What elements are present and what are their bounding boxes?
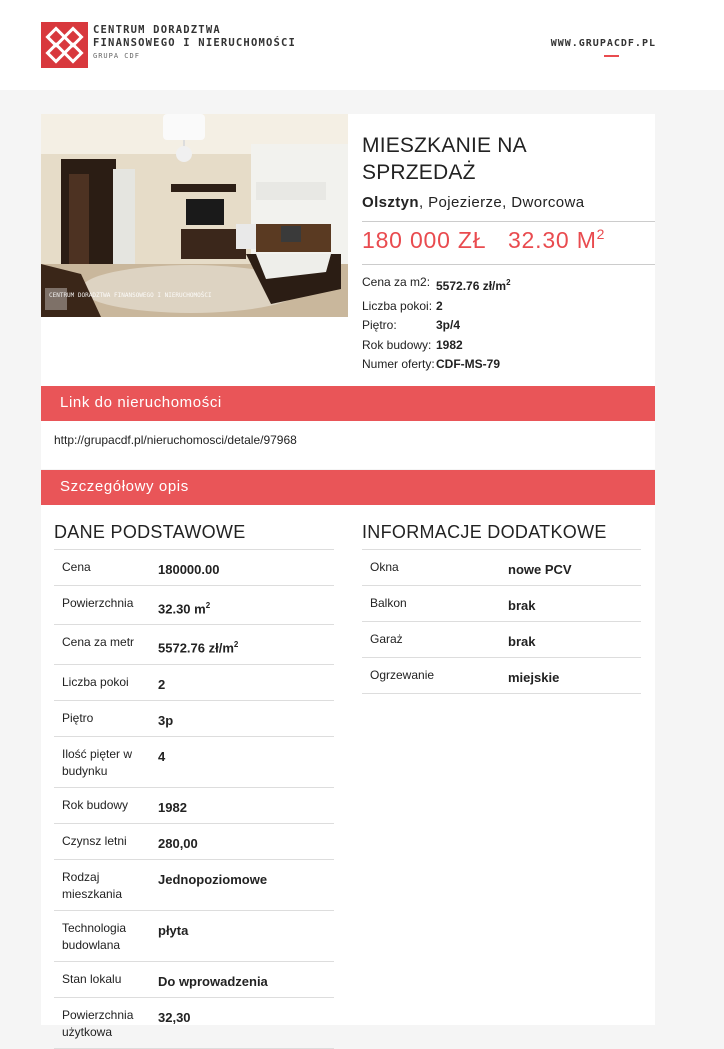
listing-price: 180 000 ZŁ <box>362 227 487 253</box>
summary-row <box>362 316 511 336</box>
extra-info-title: INFORMACJE DODATKOWE <box>362 505 641 550</box>
extra-info-table <box>362 505 641 694</box>
table-row <box>54 586 334 625</box>
row-label: Powierzchnia <box>62 596 134 610</box>
summary-params <box>362 273 511 375</box>
table-row <box>54 665 334 701</box>
row-value: Jednopoziomowe <box>158 871 268 887</box>
summary-label: Rok budowy: <box>362 337 432 352</box>
table-row <box>54 625 334 664</box>
listing-location <box>362 194 585 211</box>
logo-line-1: CENTRUM DORADZTWA <box>93 24 221 36</box>
details-section-heading: Szczegółowy opis <box>41 470 655 505</box>
row-value: Do wprowadzenia <box>158 973 268 989</box>
summary-label: Liczba pokoi: <box>362 298 433 313</box>
row-label: Rok budowy <box>62 797 129 812</box>
table-row <box>54 824 334 860</box>
summary-label: Piętro: <box>362 318 397 332</box>
table-row <box>362 622 641 658</box>
table-row <box>54 911 334 962</box>
row-label: Powierzchnia użytkowa <box>62 1007 134 1039</box>
location-details: , Pojezierze, Dworcowa <box>418 194 585 211</box>
row-label: Czynsz letni <box>62 833 127 848</box>
row-label: Liczba pokoi <box>62 674 129 689</box>
basic-info-title: DANE PODSTAWOWE <box>54 505 334 550</box>
row-label: Garaż <box>370 632 403 646</box>
row-label: Cena za metr <box>62 635 135 650</box>
logo-line-3: GRUPA CDF <box>93 52 140 60</box>
row-label: Ogrzewanie <box>370 668 435 682</box>
table-row <box>54 701 334 737</box>
summary-value: 2 <box>436 298 443 313</box>
table-row <box>54 788 334 824</box>
row-label: Piętro <box>62 710 94 725</box>
row-label: Rodzaj mieszkania <box>62 869 123 901</box>
table-row <box>54 998 334 1049</box>
row-value: 32.30 $m^2$ <box>158 601 211 617</box>
listing-area-unit: 2 <box>596 226 606 242</box>
listing-area: 32.30 M <box>507 227 597 253</box>
property-photo[interactable] <box>41 114 348 317</box>
row-value: 3p <box>158 712 174 728</box>
photo-watermark: CENTRUM DORADZTWA FINANSOWEGO I NIERUCHOMOŚCI <box>49 292 212 299</box>
basic-info-table <box>54 505 334 1049</box>
summary-label: Cena za m2: <box>362 275 431 289</box>
row-value: nowe PCV <box>508 562 572 577</box>
page-header <box>0 0 724 90</box>
table-row <box>54 860 334 911</box>
row-label: Ilość pięter w budynku <box>62 746 133 778</box>
site-url-link[interactable]: WWW.GRUPACDF.PL <box>550 38 656 49</box>
listing-card <box>41 114 655 1039</box>
row-value: brak <box>508 598 536 613</box>
logo-icon <box>41 22 88 68</box>
summary-row <box>362 297 511 317</box>
row-value: 1982 <box>158 799 187 815</box>
row-label: Okna <box>370 560 399 574</box>
site-url-underline <box>604 55 619 57</box>
summary-row <box>362 336 511 356</box>
summary-row <box>362 355 511 375</box>
table-row <box>362 550 641 586</box>
summary-row <box>362 273 511 297</box>
details-columns <box>41 505 655 1039</box>
table-row <box>54 962 334 998</box>
row-value: miejskie <box>508 670 560 685</box>
table-row <box>362 658 641 694</box>
row-value: 4 <box>158 748 166 764</box>
price-area <box>362 226 605 254</box>
summary-label: Numer oferty: <box>362 357 435 371</box>
divider <box>362 264 655 265</box>
row-label: Stan lokalu <box>62 971 122 986</box>
summary-value: 3p/4 <box>436 318 461 332</box>
row-label: Balkon <box>370 596 407 610</box>
row-label: Cena <box>62 560 91 574</box>
table-row <box>54 737 334 788</box>
summary-value: 1982 <box>436 337 463 352</box>
logo-line-2: FINANSOWEGO I NIERUCHOMOŚCI <box>93 37 297 49</box>
row-value: 280,00 <box>158 835 198 851</box>
row-value: brak <box>508 634 536 649</box>
table-row <box>362 586 641 622</box>
table-row <box>54 550 334 586</box>
property-link[interactable]: http://grupacdf.pl/nieruchomosci/detale/97968 <box>54 433 297 447</box>
listing-title: MIESZKANIE NA SPRZEDAŻ <box>362 134 526 184</box>
row-value: 2 <box>158 676 166 692</box>
listing-summary <box>41 114 655 386</box>
summary-value: CDF-MS-79 <box>436 357 501 371</box>
row-value: 180000.00 <box>158 562 220 577</box>
logo-text <box>93 24 296 63</box>
row-value: 5572.76 $zł/m^2$ <box>158 640 239 656</box>
summary-value: 5572.76 $zł/m^2$ <box>436 278 511 293</box>
row-value: płyta <box>158 922 189 938</box>
location-city: Olsztyn <box>362 194 419 211</box>
link-section-heading: Link do nieruchomości <box>41 386 655 421</box>
divider <box>362 221 655 222</box>
row-value: 32,30 <box>158 1009 191 1025</box>
row-label: Technologia budowlana <box>62 920 127 952</box>
